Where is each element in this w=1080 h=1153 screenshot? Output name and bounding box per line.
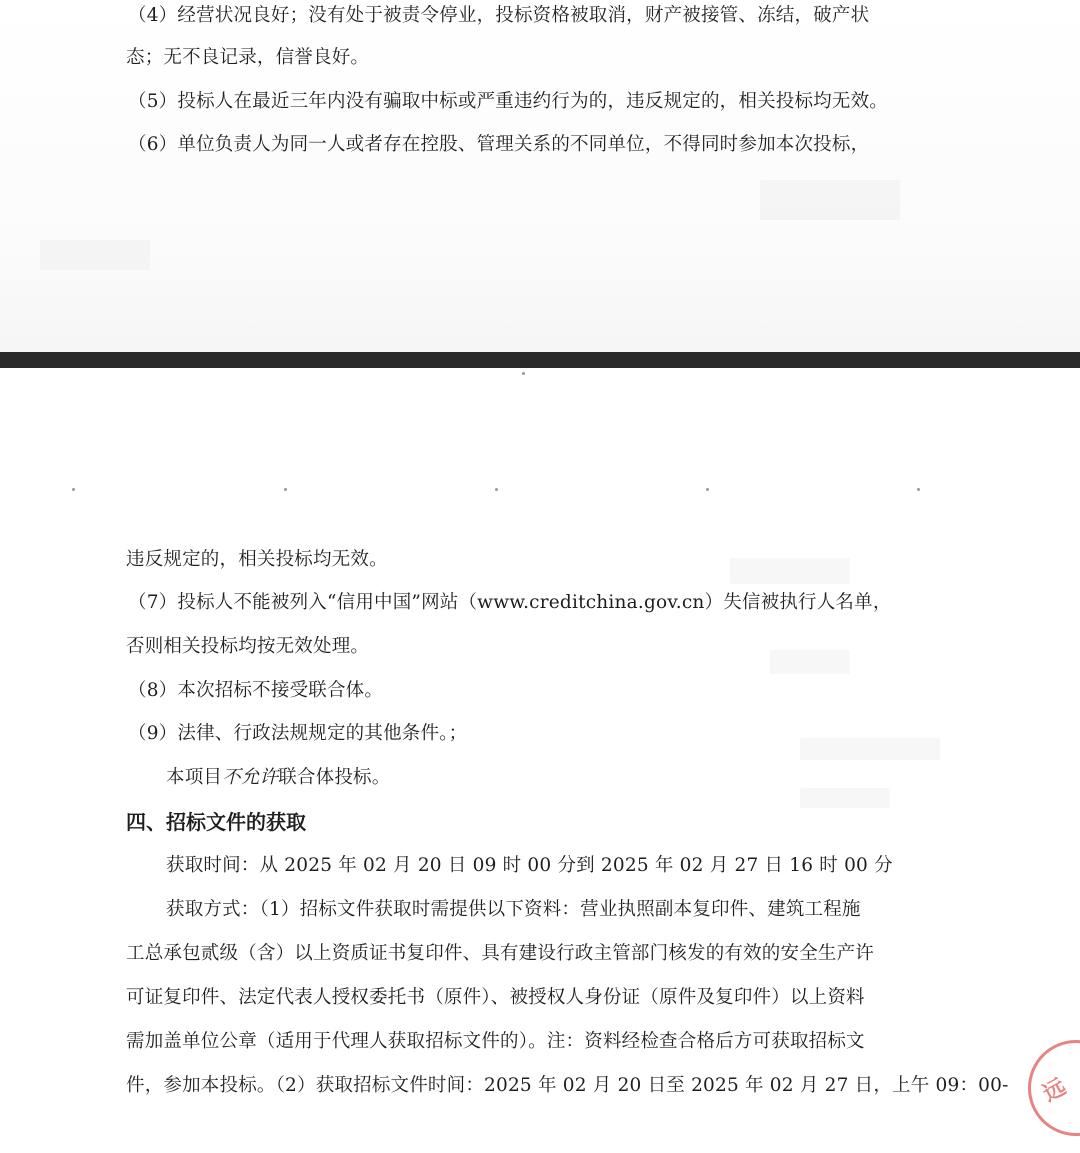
bleed-through-mark — [760, 180, 900, 220]
consortium-note-suffix: 联合体投标。 — [278, 767, 391, 788]
acquisition-method-line-1: 获取方式：（1）招标文件获取时需提供以下资料：营业执照副本复印件、建筑工程施 — [166, 899, 861, 920]
requirement-7-line-2: 否则相关投标均按无效处理。 — [126, 636, 370, 657]
bleed-through-mark — [800, 788, 890, 808]
consortium-note — [166, 765, 390, 791]
acquisition-time: 获取时间：从 2025 年 02 月 20 日 09 时 00 分到 2025 年 02 月 27 日 16 时 00 分 — [166, 855, 893, 876]
requirement-9: （9）法律、行政法规规定的其他条件。； — [128, 723, 468, 744]
section-heading: 四、招标文件的获取 — [126, 810, 306, 834]
bleed-through-mark — [730, 558, 850, 584]
scan-speck — [72, 488, 75, 491]
consortium-note-emphasis: 不允许 — [222, 767, 279, 788]
acquisition-method-line-5: 件，参加本投标。（2）获取招标文件时间：2025 年 02 月 20 日至 2025 年 02 月 27 日，上午 09：00- — [126, 1075, 1009, 1096]
bottom-page — [0, 368, 1080, 1121]
scan-speck — [706, 488, 709, 491]
requirement-4-line-2: 态；无不良记录，信誉良好。 — [126, 47, 370, 68]
requirement-5: （5）投标人在最近三年内没有骗取中标或严重违约行为的，违反规定的，相关投标均无效。 — [128, 91, 888, 112]
requirement-6-line-2: 违反规定的，相关投标均无效。 — [126, 549, 388, 570]
requirement-7-line-1: （7）投标人不能被列入“信用中国”网站（www.creditchina.gov.cn）失信被执行人名单， — [128, 592, 892, 613]
top-page-fragment — [0, 0, 1080, 352]
requirement-6-line-1: （6）单位负责人为同一人或者存在控股、管理关系的不同单位，不得同时参加本次投标， — [128, 134, 870, 155]
bleed-through-mark — [800, 738, 940, 760]
page-divider — [0, 352, 1080, 368]
acquisition-method-line-4: 需加盖单位公章（适用于代理人获取招标文件的）。注：资料经检查合格后方可获取招标文 — [126, 1031, 865, 1052]
requirement-8: （8）本次招标不接受联合体。 — [128, 680, 384, 701]
scan-speck — [495, 488, 498, 491]
scan-speck — [522, 372, 525, 375]
consortium-note-prefix: 本项目 — [166, 767, 223, 788]
stamp-text: 远 — [1039, 1073, 1073, 1107]
requirement-4-line-1: （4）经营状况良好；没有处于被责令停业，投标资格被取消，财产被接管、冻结，破产状 — [128, 5, 870, 26]
bleed-through-mark — [770, 650, 850, 674]
bleed-through-mark — [40, 240, 150, 270]
scan-speck — [284, 488, 287, 491]
acquisition-method-line-3: 可证复印件、法定代表人授权委托书（原件）、被授权人身份证（原件及复印件）以上资料 — [126, 987, 865, 1008]
scan-speck — [917, 488, 920, 491]
acquisition-method-line-2: 工总承包贰级（含）以上资质证书复印件、具有建设行政主管部门核发的有效的安全生产许 — [126, 943, 875, 964]
